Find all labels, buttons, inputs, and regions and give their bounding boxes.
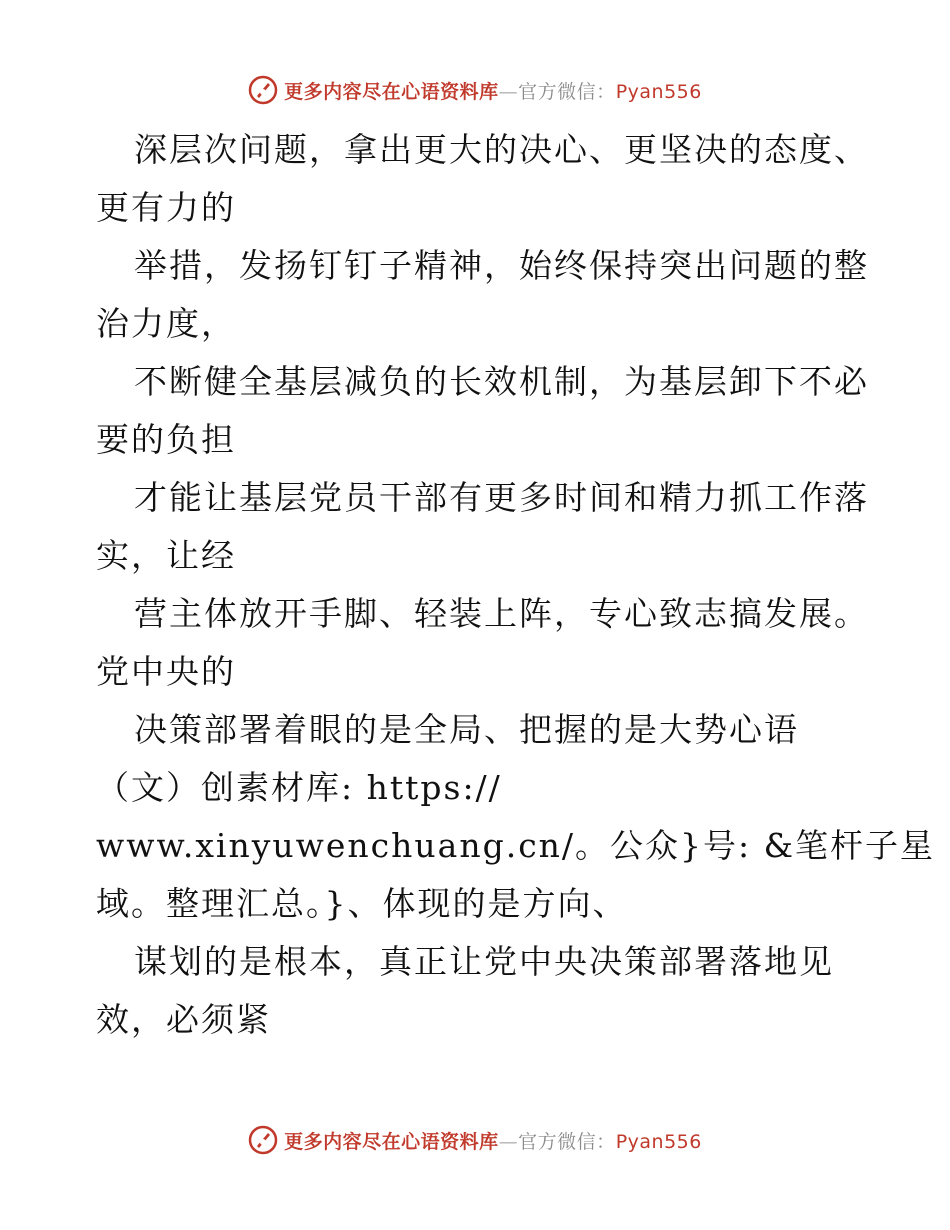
text-line: www.xinyuwenchuang.cn/。公众}号: &笔杆子星 — [96, 826, 936, 865]
banner-dash: — — [498, 1130, 519, 1153]
banner-lead: 更多内容尽在心语资料库 — [284, 1130, 499, 1153]
text-line: 更有力的 — [96, 188, 236, 227]
quill-pen-logo-icon — [248, 1125, 278, 1155]
text-line: 营主体放开手脚、轻装上阵，专心致志搞发展。 — [134, 594, 869, 633]
text-line: 要的负担 — [96, 420, 236, 459]
document-body — [96, 121, 936, 1049]
banner-text — [284, 77, 702, 104]
footer-banner — [0, 1120, 950, 1160]
banner-official: 官方微信： — [518, 1130, 616, 1153]
text-line: 域。整理汇总。}、体现的是方向、 — [96, 884, 628, 923]
text-line: 不断健全基层减负的长效机制，为基层卸下不必 — [134, 362, 869, 401]
text-line: 实，让经 — [96, 536, 236, 575]
header-banner — [0, 70, 950, 110]
text-line: 深层次问题，拿出更大的决心、更坚决的态度、 — [134, 130, 869, 169]
banner-lead: 更多内容尽在心语资料库 — [284, 80, 499, 103]
text-line: 决策部署着眼的是全局、把握的是大势心语 — [134, 710, 799, 749]
text-line: 谋划的是根本，真正让党中央决策部署落地见 — [134, 942, 834, 981]
text-line: 才能让基层党员干部有更多时间和精力抓工作落 — [134, 478, 869, 517]
text-line: 治力度， — [96, 304, 236, 343]
banner-wechat-id: Pyan556 — [615, 80, 702, 103]
banner-dash: — — [498, 80, 519, 103]
banner-wechat-id: Pyan556 — [615, 1130, 702, 1153]
banner-official: 官方微信： — [518, 80, 616, 103]
banner-text — [284, 1127, 702, 1154]
text-line: 举措，发扬钉钉子精神，始终保持突出问题的整 — [134, 246, 869, 285]
text-line: （文）创素材库: https:// — [96, 768, 502, 807]
text-line: 效，必须紧 — [96, 1000, 271, 1039]
text-line: 党中央的 — [96, 652, 236, 691]
quill-pen-logo-icon — [248, 75, 278, 105]
